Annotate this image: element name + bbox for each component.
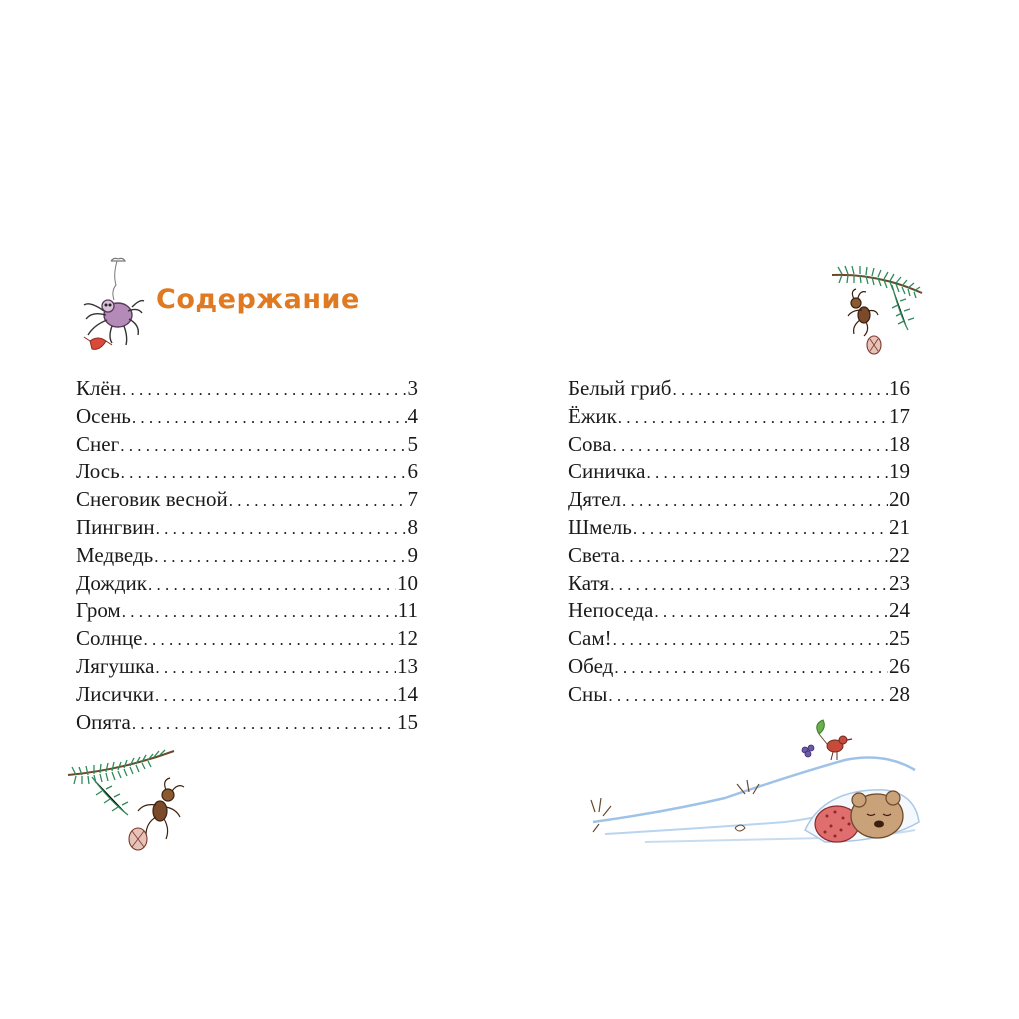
toc-entry [568,486,910,514]
toc-entry-page-number: 23 [889,570,910,595]
toc-entry-title: Снег [76,431,120,456]
toc-entry-page-number: 4 [407,403,418,428]
toc-entry [76,486,418,514]
toc-dot-leader [647,459,889,487]
toc-dot-leader [148,571,396,599]
toc-entry-title: Лисички [76,681,155,706]
toc-entry-title: Опята [76,709,131,734]
spider-icon [78,255,148,363]
toc-entry [568,570,910,598]
toc-entry-title: Медведь [76,542,154,567]
toc-entry [568,625,910,653]
toc-entry [568,597,910,625]
toc-entry-title: Катя [568,570,610,595]
toc-entry-page-number: 5 [407,431,418,456]
toc-dot-leader [154,543,406,571]
toc-entry [76,709,418,737]
toc-entry-page-number: 12 [397,626,418,651]
toc-entry-title: Гром [76,598,121,623]
toc-entry-page-number: 9 [407,542,418,567]
toc-dot-leader [132,710,396,738]
toc-dot-leader [155,654,396,682]
toc-dot-leader [122,376,406,404]
toc-entry-title: Обед [568,653,614,678]
toc-entry [568,375,910,403]
toc-left-column [76,375,418,736]
toc-entry-page-number: 6 [407,459,418,484]
toc-dot-leader [120,432,406,460]
toc-entry-title: Сны [568,681,608,706]
toc-entry-title: Солнце [76,626,143,651]
toc-dot-leader [618,404,888,432]
toc-entry-page-number: 14 [397,681,418,706]
toc-entry-title: Ёжик [568,403,617,428]
toc-entry [76,597,418,625]
toc-dot-leader [612,432,888,460]
toc-entry-title: Шмель [568,514,632,539]
toc-entry [76,375,418,403]
toc-dot-leader [144,626,396,654]
toc-dot-leader [633,515,888,543]
toc-entry [568,681,910,709]
toc-entry-page-number: 24 [889,598,910,623]
toc-dot-leader [229,487,407,515]
toc-dot-leader [610,571,888,599]
toc-entry [76,542,418,570]
contents-heading: Содержание [156,284,360,315]
toc-dot-leader [613,626,888,654]
toc-entry [76,431,418,459]
toc-entry [568,514,910,542]
toc-entry-page-number: 26 [889,653,910,678]
sleeping-bear-snow-scene [585,712,925,858]
toc-entry-title: Лось [76,459,120,484]
toc-entry-page-number: 13 [397,653,418,678]
toc-entry [76,570,418,598]
toc-entry-title: Дождик [76,570,147,595]
ant-on-fir-branch-icon [822,265,930,360]
toc-entry-page-number: 18 [889,431,910,456]
toc-entry-title: Лягушка [76,653,155,678]
toc-dot-leader [622,487,888,515]
ant-on-fir-branch-icon [62,745,192,857]
toc-entry-page-number: 19 [889,459,910,484]
toc-dot-leader [621,543,888,571]
toc-entry-title: Осень [76,403,131,428]
toc-entry-title: Снеговик весной [76,487,228,512]
toc-entry-page-number: 3 [407,376,418,400]
toc-entry [568,653,910,681]
toc-entry-title: Дятел [568,487,621,512]
toc-entry-page-number: 25 [889,626,910,651]
toc-dot-leader [156,515,407,543]
toc-dot-leader [614,654,888,682]
toc-entry [568,403,910,431]
toc-entry-page-number: 17 [889,403,910,428]
toc-right-column [568,375,910,709]
toc-entry [76,458,418,486]
toc-dot-leader [155,682,396,710]
toc-entry-page-number: 7 [407,487,418,512]
toc-entry-title: Клён [76,376,122,400]
toc-entry-title: Белый гриб [568,376,672,400]
toc-dot-leader [121,459,407,487]
toc-dot-leader [673,376,889,404]
toc-dot-leader [132,404,407,432]
toc-entry-page-number: 10 [397,570,418,595]
toc-entry-page-number: 28 [889,681,910,706]
toc-dot-leader [654,598,888,626]
toc-entry-page-number: 11 [397,598,418,623]
toc-dot-leader [122,598,397,626]
toc-entry [568,431,910,459]
toc-entry-page-number: 21 [889,514,910,539]
toc-entry [76,514,418,542]
toc-entry-page-number: 22 [889,542,910,567]
toc-entry-title: Синичка [568,459,646,484]
toc-entry-page-number: 8 [407,514,418,539]
toc-entry-title: Сова [568,431,612,456]
toc-entry-page-number: 20 [889,487,910,512]
toc-entry-page-number: 15 [397,709,418,734]
toc-entry [76,681,418,709]
toc-entry-page-number: 16 [889,376,910,400]
toc-entry [76,625,418,653]
toc-entry [568,458,910,486]
toc-entry-title: Света [568,542,620,567]
toc-entry-title: Непоседа [568,598,654,623]
toc-entry [568,542,910,570]
toc-entry-title: Сам! [568,626,612,651]
toc-entry [76,403,418,431]
toc-dot-leader [608,682,888,710]
toc-entry [76,653,418,681]
toc-entry-title: Пингвин [76,514,155,539]
